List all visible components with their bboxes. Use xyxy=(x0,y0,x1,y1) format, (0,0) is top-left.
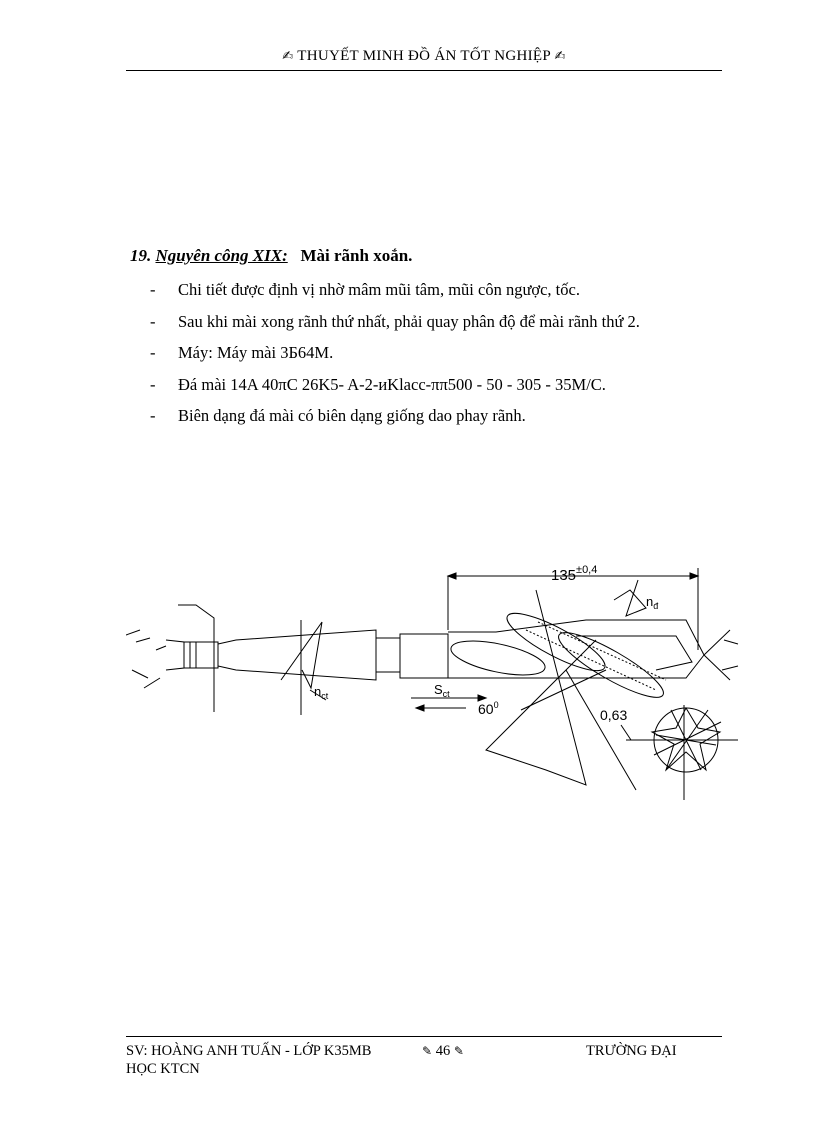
section-number: 19. xyxy=(130,246,152,265)
list-item: - Đá mài 14A 40πC 26K5- A-2-иKlacc-ππ500 - 50 - 305 - 35M/C. xyxy=(150,374,606,394)
operation-steps xyxy=(150,280,640,438)
page-number-group xyxy=(422,1042,464,1060)
list-item: - Máy: Máy mài 3Б64M. xyxy=(150,343,334,362)
angle-unit: 0 xyxy=(493,700,499,710)
page-number: 46 xyxy=(435,1043,451,1059)
grinding-setup-drawing xyxy=(126,560,746,810)
label-nd: n xyxy=(646,594,654,609)
pencil-right-icon: ✍ xyxy=(554,49,566,64)
section-name: Nguyên công XIX: xyxy=(155,246,288,265)
angle-value: 60 xyxy=(478,701,494,717)
label-nct-sub: ct xyxy=(321,691,329,701)
svg-text:600 xyxy=(478,700,499,717)
roughness-value: 0,63 xyxy=(600,707,628,723)
header-title: THUYẾT MINH ĐỒ ÁN TỐT NGHIỆP xyxy=(297,48,551,64)
svg-text:135±0,4 xyxy=(551,564,597,584)
list-item: - Chi tiết được định vị nhờ mâm mũi tâm, mũi côn ngược, tốc. xyxy=(150,280,580,299)
label-sct-sub: ct xyxy=(442,689,450,699)
header-divider xyxy=(126,70,722,71)
list-item: - Sau khi mài xong rãnh thứ nhất, phải quay phân độ để mài rãnh thứ 2. xyxy=(150,311,640,331)
ornament-left-icon: ✎ xyxy=(422,1044,433,1058)
section-heading xyxy=(130,246,412,266)
svg-text:nct xyxy=(314,684,329,701)
footer-school-line2: HỌC KTCN xyxy=(126,1061,200,1077)
label-sct: S xyxy=(434,682,443,697)
footer-school: TRƯỜNG ĐẠI xyxy=(586,1043,677,1059)
svg-text:Sct xyxy=(434,682,450,699)
section-title: Mài rãnh xoắn. xyxy=(300,246,413,265)
dimension-main: 135 xyxy=(551,567,577,584)
ornament-right-icon: ✎ xyxy=(453,1044,464,1058)
page-header xyxy=(126,48,722,65)
svg-text:nđ xyxy=(646,594,658,611)
label-nd-sub: đ xyxy=(653,601,659,611)
footer-divider xyxy=(126,1036,722,1037)
list-item: - Biên dạng đá mài có biên dạng giống dao phay rãnh. xyxy=(150,406,526,425)
dimension-tolerance: ±0,4 xyxy=(576,564,598,576)
pencil-left-icon: ✍ xyxy=(282,49,294,64)
footer-author: SV: HOÀNG ANH TUẤN - LỚP K35MB xyxy=(126,1043,372,1059)
label-nct: n xyxy=(314,684,322,699)
